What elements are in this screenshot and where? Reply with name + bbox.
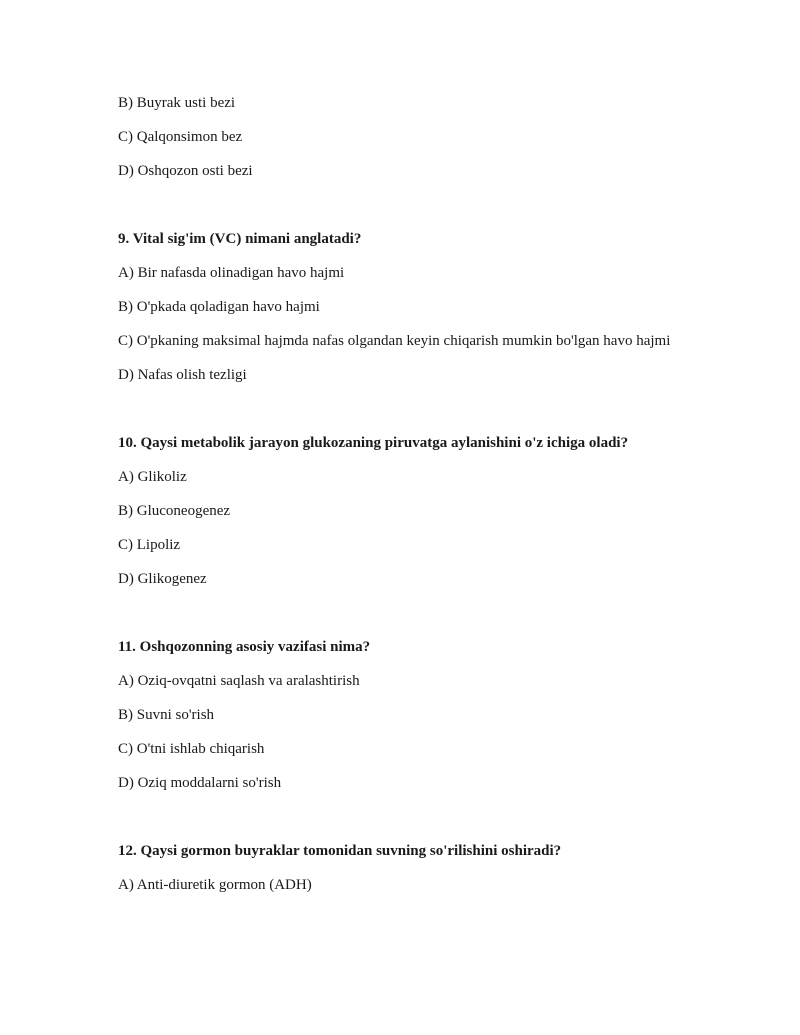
answer-option: D) Oshqozon osti bezi — [118, 163, 253, 179]
question-9 — [118, 229, 678, 386]
question-title: 11. Oshqozonning asosiy vazifasi nima? — [118, 639, 371, 655]
answer-option: D) Nafas olish tezligi — [118, 367, 247, 383]
spacer — [118, 807, 678, 841]
answer-option: B) Buyrak usti bezi — [118, 95, 236, 111]
answer-option: C) Qalqonsimon bez — [118, 129, 243, 145]
question-title: 12. Qaysi gormon buyraklar tomonidan suvning so'rilishini oshiradi? — [118, 843, 562, 859]
spacer — [118, 603, 678, 637]
question-title: 9. Vital sig'im (VC) nimani anglatadi? — [118, 231, 362, 247]
question-10 — [118, 433, 678, 590]
answer-option: C) O'pkaning maksimal hajmda nafas olgandan keyin chiqarish mumkin bo'lgan havo hajmi — [118, 333, 671, 349]
answer-option: A) Oziq-ovqatni saqlash va aralashtirish — [118, 673, 360, 689]
question-11 — [118, 637, 678, 794]
answer-option: A) Anti-diuretik gormon (ADH) — [118, 877, 312, 893]
lead-options — [118, 93, 678, 182]
answer-option: D) Glikogenez — [118, 571, 207, 587]
answer-option: A) Glikoliz — [118, 469, 187, 485]
document-page — [118, 93, 678, 909]
answer-option: B) Suvni so'rish — [118, 707, 215, 723]
answer-option: B) O'pkada qoladigan havo hajmi — [118, 299, 320, 315]
question-title: 10. Qaysi metabolik jarayon glukozaning piruvatga aylanishini o'z ichiga oladi? — [118, 435, 629, 451]
answer-option: C) Lipoliz — [118, 537, 181, 553]
spacer — [118, 399, 678, 433]
answer-option: D) Oziq moddalarni so'rish — [118, 775, 282, 791]
spacer — [118, 195, 678, 229]
answer-option: A) Bir nafasda olinadigan havo hajmi — [118, 265, 345, 281]
answer-option: C) O'tni ishlab chiqarish — [118, 741, 265, 757]
answer-option: B) Gluconeogenez — [118, 503, 231, 519]
question-12 — [118, 841, 678, 896]
